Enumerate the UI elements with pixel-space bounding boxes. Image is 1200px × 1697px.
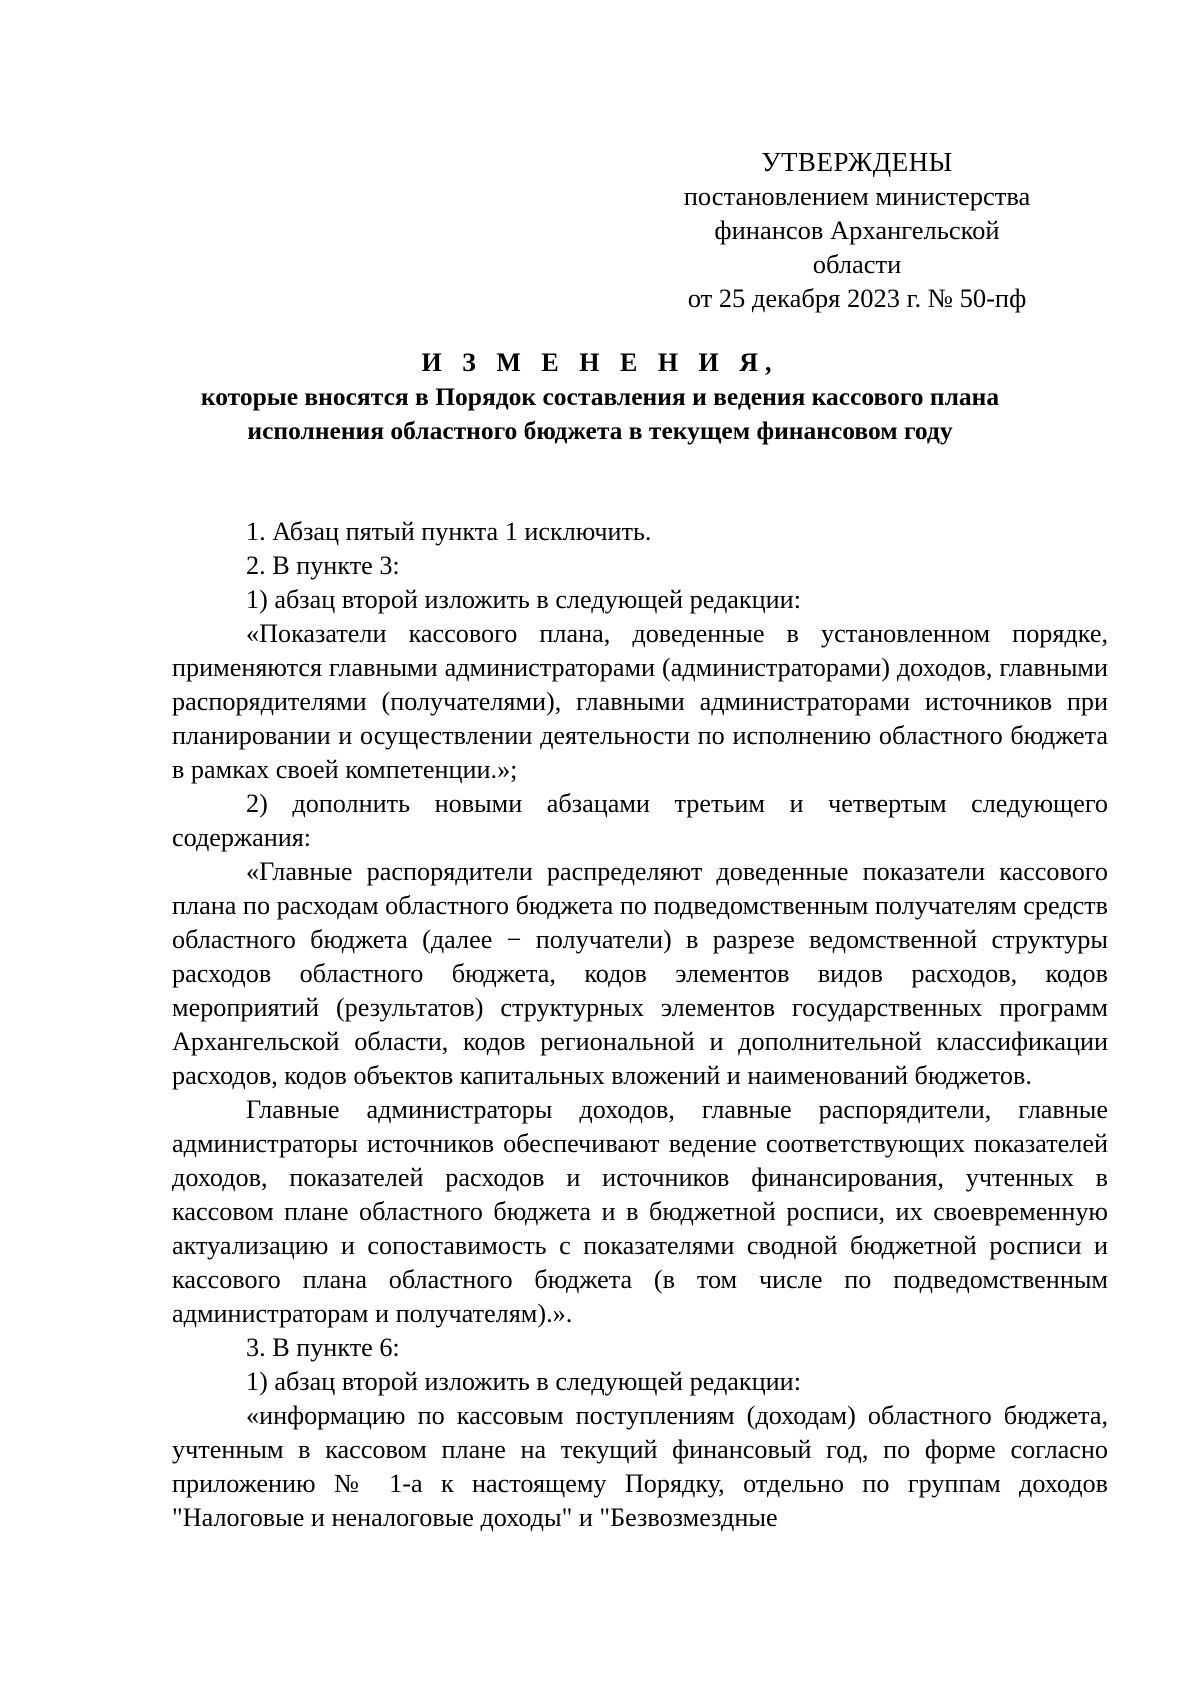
paragraph: 1) абзац второй изложить в следующей редакции: xyxy=(246,1367,801,1396)
approval-line: от 25 декабря 2023 г. № 50-пф xyxy=(687,283,1027,313)
paragraph: «Показатели кассового плана, доведенные в установленном порядке, применяются главными администраторами (администраторами) доходов, главными распорядителями (получателями), главными администраторами источников при планировании и осуществлении деятельности по исполнению областного бюджета в рамках своей компетенции.»; xyxy=(172,619,1108,784)
title-subtitle-line: исполнения областного бюджета в текущем финансовом году xyxy=(247,416,953,445)
approval-heading: УТВЕРЖДЕНЫ xyxy=(761,147,953,177)
paragraph: «информацию по кассовым поступлениям (доходам) областного бюджета, учтенным в кассовом плане на текущий финансовый год, по форме согласно приложению № 1-а к настоящему Порядку, отдельно по группам доходов "Налоговые и неналоговые доходы" и "Безвозмездные xyxy=(172,1401,1108,1532)
document-title xyxy=(150,346,1050,448)
paragraph: 1. Абзац пятый пункта 1 исключить. xyxy=(246,517,652,546)
approval-line: постановлением министерства xyxy=(683,181,1031,211)
paragraph: «Главные распорядители распределяют доведенные показатели кассового плана по расходам областного бюджета по подведомственным получателям средств областного бюджета (далее − получатели) в разрезе ведомственной структуры расходов областного бюджета, кодов элементов видов расходов, кодов мероприятий (результатов) структурных элементов государственных программ Архангельской области, кодов региональной и дополнительной классификации расходов, кодов объектов капитальных вложений и наименований бюджетов. xyxy=(172,857,1108,1090)
paragraph: 1) абзац второй изложить в следующей редакции: xyxy=(246,585,801,614)
paragraph: Главные администраторы доходов, главные распорядители, главные администраторы источников обеспечивают ведение соответствующих показателей доходов, показателей расходов и источников финансирования, учтенных в кассовом плане областного бюджета и в бюджетной росписи, их своевременную актуализацию и сопоставимость с показателями сводной бюджетной росписи и кассового плана областного бюджета (в том числе по подведомственным администраторам и получателям).». xyxy=(172,1095,1108,1328)
title-subtitle-line: которые вносятся в Порядок составления и ведения кассового плана xyxy=(200,382,1000,411)
approval-stamp xyxy=(672,145,1042,315)
paragraph: 2. В пункте 3: xyxy=(246,551,400,580)
approval-line: финансов Архангельской области xyxy=(714,215,1000,279)
title-main: И З М Е Н Е Н И Я, xyxy=(421,348,779,377)
document-body xyxy=(172,515,1108,1535)
paragraph: 2) дополнить новыми абзацами третьим и четвертым следующего содержания: xyxy=(172,789,1108,852)
paragraph: 3. В пункте 6: xyxy=(246,1333,400,1362)
